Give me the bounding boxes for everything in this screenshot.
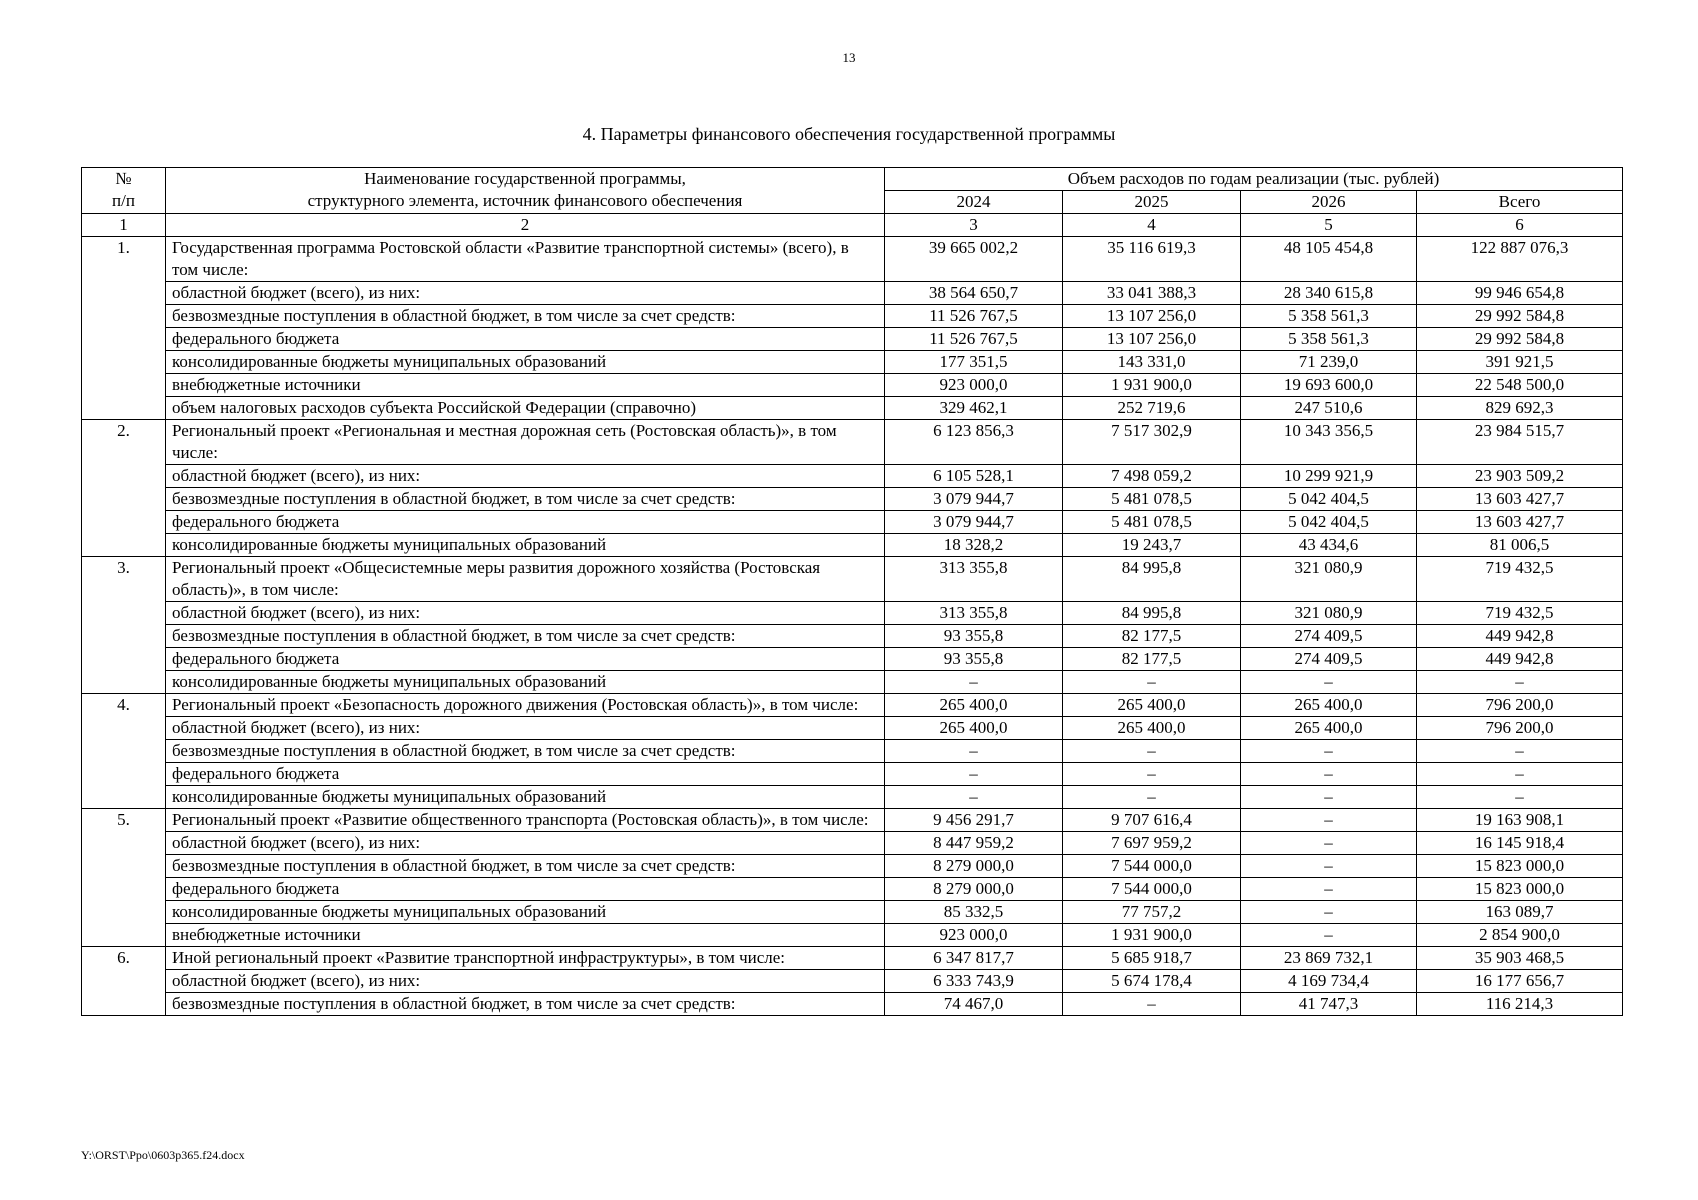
table-row [82, 648, 1623, 671]
year-value: – [1241, 855, 1417, 878]
year-value: 5 042 404,5 [1241, 488, 1417, 511]
total-value: 29 992 584,8 [1417, 305, 1623, 328]
table-row [82, 351, 1623, 374]
row-name: областной бюджет (всего), из них: [166, 832, 885, 855]
year-value: – [1241, 786, 1417, 809]
year-value: 5 358 561,3 [1241, 328, 1417, 351]
table-row [82, 671, 1623, 694]
document-title: 4. Параметры финансового обеспечения государственной программы [582, 124, 1116, 144]
year-value: 93 355,8 [885, 625, 1063, 648]
year-value: – [1063, 763, 1241, 786]
table-row [82, 901, 1623, 924]
row-name: консолидированные бюджеты муниципальных образований [166, 351, 885, 374]
year-value: 5 042 404,5 [1241, 511, 1417, 534]
table-row [82, 924, 1623, 947]
total-value: 16 177 656,7 [1417, 970, 1623, 993]
header-total: Всего [1417, 191, 1623, 214]
year-value: – [1063, 993, 1241, 1016]
table-row [82, 420, 1623, 465]
total-value: 22 548 500,0 [1417, 374, 1623, 397]
year-value: 11 526 767,5 [885, 305, 1063, 328]
row-name: федерального бюджета [166, 328, 885, 351]
year-value: 77 757,2 [1063, 901, 1241, 924]
total-value: 23 903 509,2 [1417, 465, 1623, 488]
year-value: 43 434,6 [1241, 534, 1417, 557]
row-name: безвозмездные поступления в областной бюджет, в том числе за счет средств: [166, 488, 885, 511]
total-value: 15 823 000,0 [1417, 855, 1623, 878]
total-value: 99 946 654,8 [1417, 282, 1623, 305]
total-value: – [1417, 763, 1623, 786]
row-name: безвозмездные поступления в областной бюджет, в том числе за счет средств: [166, 740, 885, 763]
total-value: 16 145 918,4 [1417, 832, 1623, 855]
row-name: Иной региональный проект «Развитие транспортной инфраструктуры», в том числе: [166, 947, 885, 970]
column-number: 4 [1063, 214, 1241, 237]
year-value: 39 665 002,2 [885, 237, 1063, 282]
year-value: – [885, 740, 1063, 763]
row-name: Региональный проект «Региональная и местная дорожная сеть (Ростовская область)», в том числе: [166, 420, 885, 465]
year-value: 274 409,5 [1241, 625, 1417, 648]
table-row [82, 557, 1623, 602]
total-value: 829 692,3 [1417, 397, 1623, 420]
year-value: 38 564 650,7 [885, 282, 1063, 305]
table-row [82, 855, 1623, 878]
year-value: 19 243,7 [1063, 534, 1241, 557]
year-value: 3 079 944,7 [885, 511, 1063, 534]
year-value: 7 697 959,2 [1063, 832, 1241, 855]
year-value: 321 080,9 [1241, 602, 1417, 625]
year-value: 23 869 732,1 [1241, 947, 1417, 970]
year-value: 247 510,6 [1241, 397, 1417, 420]
header-name: Наименование государственной программы, структурного элемента, источник финансового обеспечения [166, 168, 885, 214]
table-row [82, 740, 1623, 763]
year-value: 71 239,0 [1241, 351, 1417, 374]
year-value: 5 358 561,3 [1241, 305, 1417, 328]
year-value: 252 719,6 [1063, 397, 1241, 420]
header-year: 2025 [1063, 191, 1241, 214]
year-value: 82 177,5 [1063, 648, 1241, 671]
year-value: 274 409,5 [1241, 648, 1417, 671]
table-row [82, 602, 1623, 625]
total-value: 116 214,3 [1417, 993, 1623, 1016]
row-number: 1. [82, 237, 166, 420]
year-value: 265 400,0 [1063, 694, 1241, 717]
total-value: 81 006,5 [1417, 534, 1623, 557]
year-value: 48 105 454,8 [1241, 237, 1417, 282]
total-value: 29 992 584,8 [1417, 328, 1623, 351]
year-value: 3 079 944,7 [885, 488, 1063, 511]
table-row [82, 809, 1623, 832]
total-value: 13 603 427,7 [1417, 511, 1623, 534]
year-value: 9 456 291,7 [885, 809, 1063, 832]
year-value: 7 498 059,2 [1063, 465, 1241, 488]
year-value: 35 116 619,3 [1063, 237, 1241, 282]
year-value: 265 400,0 [1063, 717, 1241, 740]
row-number: 2. [82, 420, 166, 557]
row-name: областной бюджет (всего), из них: [166, 282, 885, 305]
year-value: 6 123 856,3 [885, 420, 1063, 465]
row-number: 3. [82, 557, 166, 694]
year-value: 11 526 767,5 [885, 328, 1063, 351]
total-value: 719 432,5 [1417, 602, 1623, 625]
financial-table [81, 167, 1623, 1016]
year-value: 6 105 528,1 [885, 465, 1063, 488]
table-body [82, 237, 1623, 1016]
year-value: 321 080,9 [1241, 557, 1417, 602]
year-value: 265 400,0 [1241, 694, 1417, 717]
total-value: 15 823 000,0 [1417, 878, 1623, 901]
total-value: 796 200,0 [1417, 694, 1623, 717]
table-row [82, 488, 1623, 511]
total-value: 13 603 427,7 [1417, 488, 1623, 511]
year-value: 6 333 743,9 [885, 970, 1063, 993]
table-row [82, 947, 1623, 970]
year-value: 19 693 600,0 [1241, 374, 1417, 397]
total-value: 719 432,5 [1417, 557, 1623, 602]
year-value: 84 995,8 [1063, 557, 1241, 602]
row-name: консолидированные бюджеты муниципальных образований [166, 786, 885, 809]
table-row [82, 237, 1623, 282]
total-value: 19 163 908,1 [1417, 809, 1623, 832]
total-value: 23 984 515,7 [1417, 420, 1623, 465]
row-name: безвозмездные поступления в областной бюджет, в том числе за счет средств: [166, 625, 885, 648]
year-value: 8 279 000,0 [885, 878, 1063, 901]
total-value: 796 200,0 [1417, 717, 1623, 740]
year-value: 4 169 734,4 [1241, 970, 1417, 993]
year-value: 10 299 921,9 [1241, 465, 1417, 488]
table-row [82, 374, 1623, 397]
table-row [82, 328, 1623, 351]
table-row [82, 717, 1623, 740]
year-value: – [1241, 901, 1417, 924]
year-value: 1 931 900,0 [1063, 374, 1241, 397]
page-number: 13 [842, 50, 856, 65]
year-value: 84 995,8 [1063, 602, 1241, 625]
total-value: – [1417, 786, 1623, 809]
row-name: областной бюджет (всего), из них: [166, 717, 885, 740]
row-name: Региональный проект «Развитие общественного транспорта (Ростовская область)», в том числе: [166, 809, 885, 832]
row-name: консолидированные бюджеты муниципальных образований [166, 534, 885, 557]
column-number: 2 [166, 214, 885, 237]
year-value: 9 707 616,4 [1063, 809, 1241, 832]
year-value: 5 674 178,4 [1063, 970, 1241, 993]
year-value: 6 347 817,7 [885, 947, 1063, 970]
year-value: 5 481 078,5 [1063, 511, 1241, 534]
year-value: 329 462,1 [885, 397, 1063, 420]
year-value: – [1241, 832, 1417, 855]
year-value: 41 747,3 [1241, 993, 1417, 1016]
table-row [82, 511, 1623, 534]
year-value: – [1063, 671, 1241, 694]
row-name: Государственная программа Ростовской области «Развитие транспортной системы» (всего), в том числе: [166, 237, 885, 282]
row-name: федерального бюджета [166, 511, 885, 534]
row-name: областной бюджет (всего), из них: [166, 970, 885, 993]
year-value: – [885, 763, 1063, 786]
total-value: 35 903 468,5 [1417, 947, 1623, 970]
total-value: – [1417, 671, 1623, 694]
year-value: 13 107 256,0 [1063, 305, 1241, 328]
year-value: 265 400,0 [885, 717, 1063, 740]
year-value: – [1063, 786, 1241, 809]
year-value: 7 544 000,0 [1063, 878, 1241, 901]
table-row [82, 878, 1623, 901]
year-value: 74 467,0 [885, 993, 1063, 1016]
table-row [82, 970, 1623, 993]
total-value: 2 854 900,0 [1417, 924, 1623, 947]
table-row [82, 282, 1623, 305]
year-value: 143 331,0 [1063, 351, 1241, 374]
header-number: № п/п [82, 168, 166, 214]
row-name: безвозмездные поступления в областной бюджет, в том числе за счет средств: [166, 305, 885, 328]
total-value: 391 921,5 [1417, 351, 1623, 374]
row-name: федерального бюджета [166, 878, 885, 901]
table-row [82, 694, 1623, 717]
year-value: – [1241, 671, 1417, 694]
column-number: 6 [1417, 214, 1623, 237]
row-name: безвозмездные поступления в областной бюджет, в том числе за счет средств: [166, 993, 885, 1016]
year-value: 265 400,0 [885, 694, 1063, 717]
year-value: – [1241, 924, 1417, 947]
year-value: – [1241, 878, 1417, 901]
row-name: внебюджетные источники [166, 924, 885, 947]
year-value: 5 685 918,7 [1063, 947, 1241, 970]
total-value: – [1417, 740, 1623, 763]
row-name: Региональный проект «Безопасность дорожного движения (Ростовская область)», в том числе: [166, 694, 885, 717]
header-volume: Объем расходов по годам реализации (тыс. рублей) [885, 168, 1623, 191]
row-number: 4. [82, 694, 166, 809]
year-value: 923 000,0 [885, 924, 1063, 947]
row-number: 6. [82, 947, 166, 1016]
row-name: объем налоговых расходов субъекта Российской Федерации (справочно) [166, 397, 885, 420]
year-value: 28 340 615,8 [1241, 282, 1417, 305]
table-row [82, 305, 1623, 328]
year-value: – [1241, 809, 1417, 832]
year-value: 8 279 000,0 [885, 855, 1063, 878]
year-value: 33 041 388,3 [1063, 282, 1241, 305]
column-number: 1 [82, 214, 166, 237]
year-value: 265 400,0 [1241, 717, 1417, 740]
table-row [82, 397, 1623, 420]
row-name: внебюджетные источники [166, 374, 885, 397]
row-name: консолидированные бюджеты муниципальных образований [166, 901, 885, 924]
table-row [82, 832, 1623, 855]
year-value: 313 355,8 [885, 602, 1063, 625]
total-value: 163 089,7 [1417, 901, 1623, 924]
footer-file-path: Y:\ORST\Ppo\0603p365.f24.docx [81, 1148, 245, 1162]
year-value: – [1241, 740, 1417, 763]
year-value: 93 355,8 [885, 648, 1063, 671]
column-number: 5 [1241, 214, 1417, 237]
year-value: 5 481 078,5 [1063, 488, 1241, 511]
year-value: 82 177,5 [1063, 625, 1241, 648]
header-year: 2026 [1241, 191, 1417, 214]
table-row [82, 465, 1623, 488]
year-value: 313 355,8 [885, 557, 1063, 602]
row-number: 5. [82, 809, 166, 947]
table-row [82, 993, 1623, 1016]
row-name: Региональный проект «Общесистемные меры развития дорожного хозяйства (Ростовская область)», в том числе: [166, 557, 885, 602]
row-name: федерального бюджета [166, 648, 885, 671]
year-value: 13 107 256,0 [1063, 328, 1241, 351]
year-value: 18 328,2 [885, 534, 1063, 557]
header-year: 2024 [885, 191, 1063, 214]
table-row [82, 625, 1623, 648]
year-value: 10 343 356,5 [1241, 420, 1417, 465]
year-value: 7 517 302,9 [1063, 420, 1241, 465]
row-name: областной бюджет (всего), из них: [166, 602, 885, 625]
row-name: областной бюджет (всего), из них: [166, 465, 885, 488]
year-value: – [885, 786, 1063, 809]
column-number: 3 [885, 214, 1063, 237]
year-value: – [885, 671, 1063, 694]
year-value: – [1241, 763, 1417, 786]
year-value: 177 351,5 [885, 351, 1063, 374]
table-row [82, 786, 1623, 809]
year-value: 7 544 000,0 [1063, 855, 1241, 878]
total-value: 449 942,8 [1417, 648, 1623, 671]
table-row [82, 763, 1623, 786]
table-row [82, 534, 1623, 557]
row-name: федерального бюджета [166, 763, 885, 786]
year-value: 85 332,5 [885, 901, 1063, 924]
row-name: безвозмездные поступления в областной бюджет, в том числе за счет средств: [166, 855, 885, 878]
year-value: – [1063, 740, 1241, 763]
year-value: 8 447 959,2 [885, 832, 1063, 855]
row-name: консолидированные бюджеты муниципальных образований [166, 671, 885, 694]
year-value: 1 931 900,0 [1063, 924, 1241, 947]
total-value: 449 942,8 [1417, 625, 1623, 648]
total-value: 122 887 076,3 [1417, 237, 1623, 282]
year-value: 923 000,0 [885, 374, 1063, 397]
